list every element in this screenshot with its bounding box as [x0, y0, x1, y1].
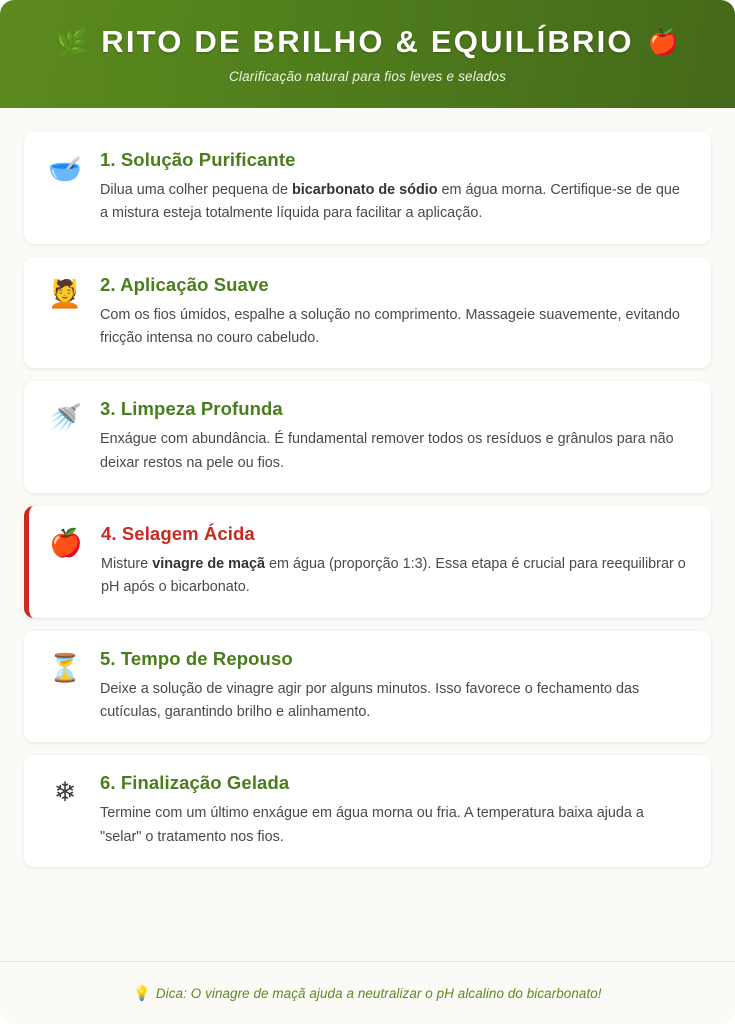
hourglass-icon: ⏳: [48, 652, 82, 683]
apple-icon: 🍎: [49, 527, 83, 558]
step-item-5: [24, 631, 711, 743]
page-title: RITO DE BRILHO & EQUILÍBRIO: [101, 24, 634, 59]
step-title: 2. Aplicação Suave: [100, 273, 269, 295]
footer-tip-text: Dica: O vinagre de maçã ajuda a neutralizar o pH alcalino do bicarbonato!: [155, 985, 602, 1001]
page-subtitle: Clarificação natural para fios leves e selados: [228, 69, 507, 84]
step-text-before: Dilua uma colher pequena de: [100, 182, 293, 198]
step-text: [100, 304, 689, 351]
apple-icon: 🍎: [647, 27, 679, 56]
step-title: 1. Solução Purificante: [100, 149, 296, 170]
step-text: [100, 678, 689, 725]
step-text-before: Misture: [101, 555, 153, 572]
mixing-bowl-icon: 🥣: [48, 154, 82, 184]
step-text-before: Deixe a solução de vinagre agir por alguns minutos. Isso favorece o fechamento das cutículas, garantindo brilho e alinhamento.: [100, 680, 640, 720]
snowflake-icon: ❄: [53, 777, 77, 808]
step-text-bold: bicarbonato de sódio: [292, 182, 438, 198]
step-text: [100, 802, 689, 849]
step-title: 4. Selagem Ácida: [101, 522, 255, 544]
step-item-2: [24, 257, 711, 369]
step-text-after: em água (proporção 1:3). Essa etapa é crucial para reequilibrar o pH após o bicarbonato.: [101, 555, 686, 596]
step-text: [100, 428, 689, 475]
leaf-icon: 🌿: [56, 28, 88, 57]
shower-icon: 🚿: [48, 403, 82, 434]
step-text-before: Com os fios úmidos, espalhe a solução no comprimento. Massageie suavemente, evitando fricção intensa no couro cabeludo.: [100, 306, 680, 346]
step-text-before: Termine com um último enxágue em água morna ou fria. A temperatura baixa ajuda a "selar" o tratamento nos fios.: [100, 805, 644, 845]
head-massage-icon: 💆: [48, 278, 82, 309]
step-body: [100, 397, 689, 475]
step-body: [101, 522, 689, 600]
step-body: [100, 148, 689, 226]
footer-tip: [133, 985, 601, 1002]
step-item-3: [24, 381, 711, 493]
lightbulb-icon: 💡: [133, 984, 151, 1001]
step-title: 5. Tempo de Repouso: [100, 647, 293, 669]
step-text: [100, 179, 689, 226]
steps-list: [0, 108, 735, 961]
step-item-6: [24, 755, 711, 867]
card-footer: [0, 961, 735, 1024]
step-body: [100, 647, 689, 725]
step-text-bold: vinagre de maçã: [152, 555, 265, 572]
step-title: 6. Finalização Gelada: [100, 772, 290, 794]
step-text-before: Enxágue com abundância. É fundamental remover todos os resíduos e grânulos para não deixar restos na pele ou fios.: [100, 431, 674, 471]
card-header: [0, 0, 735, 108]
step-title: 3. Limpeza Profunda: [100, 398, 283, 420]
step-body: [100, 771, 689, 849]
step-text: [101, 553, 689, 600]
header-title-row: [56, 24, 679, 60]
step-item-4: [24, 506, 711, 618]
step-body: [100, 273, 689, 351]
step-item-1: [24, 132, 711, 244]
step-text-after: em água morna. Certifique-se de que a mistura esteja totalmente líquida para facilitar a aplicação.: [100, 182, 680, 222]
